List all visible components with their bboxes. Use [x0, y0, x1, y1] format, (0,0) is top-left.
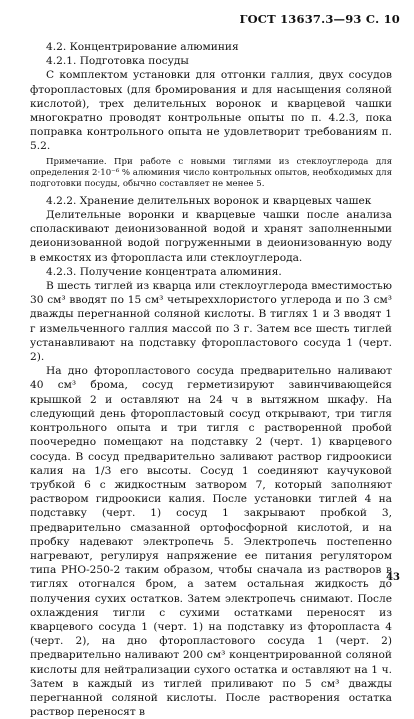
section-heading: 4.2. Концентрирование алюминия	[46, 41, 239, 53]
subsection-heading: 4.2.2. Хранение делительных воронок и кварцевых чашек	[46, 194, 372, 207]
subsection-heading: 4.2.3. Получение концентрата алюминия.	[46, 265, 282, 278]
body-paragraph: С комплектом установки для отгонки галлия, двух сосудов фторопластовых (для бромирования и для насыщения соляной кислотой), трех делительных воронок и кварцевой чашки многократно проводят контрольные опыты по п. 4.2.3, пока поправка контрольного опыта не удовлетворит требованиям п. 5.2.	[30, 69, 392, 153]
page-header: ГОСТ 13637.3—93 С. 10	[239, 12, 400, 26]
body-paragraph: Делительные воронки и кварцевые чашки после анализа споласкивают деионизованной водой и хранят заполненными деионизованной водой погруженными в деионизованную воду в емкостях из фторопласта или стеклоуглерода.	[30, 209, 392, 264]
page-number: 43	[386, 572, 400, 583]
body-paragraph: На дно фторопластового сосуда предварительно наливают 40 см³ брома, сосуд герметизируют завинчивающейся крышкой 2 и оставляют на 24 ч в вытяжном шкафу. На следующий день фторопластовый сосуд открывают, три тигля контрольного опыта и три тигля с растворенной пробой поочередно помещают на подставку 2 (черт. 1) кварцевого сосуда. В сосуд предварительно заливают раствор гидроокиси калия на 1/3 его высоты. Сосуд 1 соединяют каучуковой трубкой 6 с жидкостным затвором 7, который заполняют раствором гидроокиси калия. После установки тиглей 4 на подставку (черт. 1) сосуд 1 закрывают пробкой 3, предварительно смазанной ортофосфорной кислотой, и на пробку надевают электропечь 5. Электропечь постепенно нагревают, регулируя напряжение ее питания регулятором типа РНО-250-2 таким образом, чтобы сначала из растворов в тиглях отогнался бром, а затем остальная жидкость до получения сухих остатков. Затем электропечь снимают. После охлаждения тигли с сухими остатками переносят из кварцевого сосуда 1 (черт. 1) на подставку из фторопласта 4 (черт. 2), на дно фторопластового сосуда 1 (черт. 2) предварительно наливают 200 см³ концентрированной соляной кислоты для нейтрализации сухого остатка и оставляют на 1 ч. Затем в каждый из тиглей приливают по 5 см³ дважды перегнанной соляной кислоты. После растворения остатка раствор переносят в	[30, 365, 392, 719]
subsection-heading: 4.2.1. Подготовка посуды	[46, 55, 189, 68]
note-paragraph: Примечание. При работе с новыми тиглями из стеклоуглерода для определения 2·10⁻⁶ % алюминия число контрольных опытов, необходимых для подготовки посуды, обычно составляет не менее 5.	[30, 156, 392, 190]
document-body	[30, 40, 392, 719]
body-paragraph: В шесть тиглей из кварца или стеклоуглерода вместимостью 30 см³ вводят по 15 см³ четыреххлористого углерода и по 3 см³ дважды перегнанной соляной кислоты. В тиглях 1 и 3 вводят 1 г измельченного галлия массой по 3 г. Затем все шесть тиглей устанавливают на подставку фторопластового сосуда 1 (черт. 2).	[30, 280, 392, 364]
